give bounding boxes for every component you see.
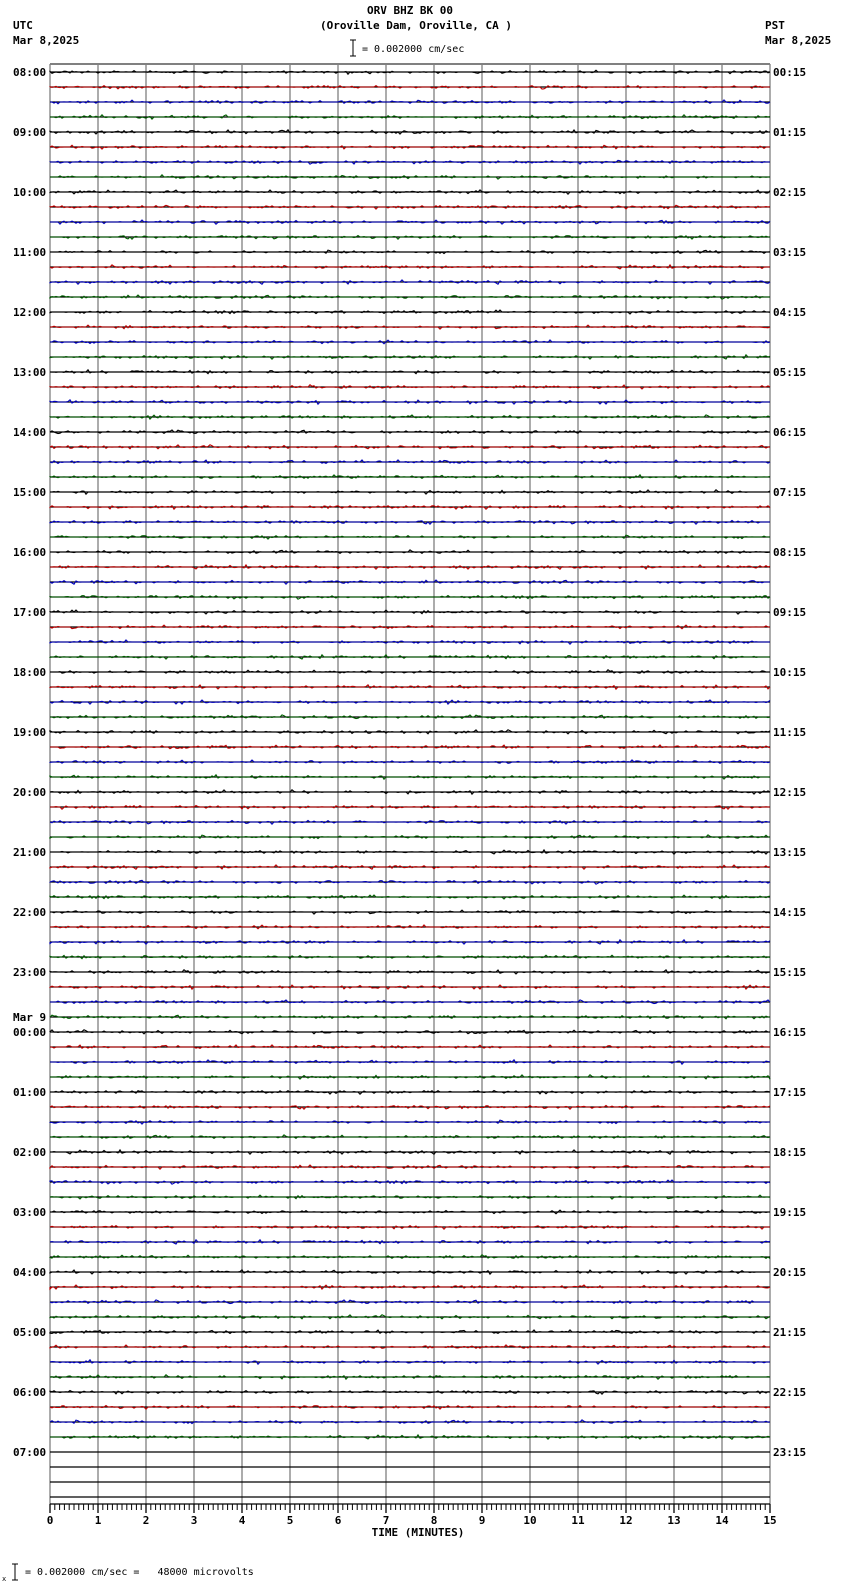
left-date: Mar 8,2025 (13, 34, 80, 47)
scale-bar-icon (350, 40, 356, 56)
plot-grid (50, 64, 770, 1504)
pst-hour-label: 01:15 (773, 126, 807, 139)
pst-hour-label: 22:15 (773, 1386, 807, 1399)
x-axis-title: TIME (MINUTES) (371, 1526, 465, 1539)
utc-hour-label: 23:00 (13, 966, 47, 979)
right-date: Mar 8,2025 (765, 34, 832, 47)
pst-hour-label: 19:15 (773, 1206, 807, 1219)
x-tick-label: 0 (46, 1514, 54, 1527)
x-tick-label: 10 (523, 1514, 537, 1527)
x-tick-label: 15 (763, 1514, 777, 1527)
footer-marker: x (2, 1575, 7, 1583)
utc-hour-label: 00:00 (13, 1026, 47, 1039)
pst-hour-label: 23:15 (773, 1446, 807, 1459)
utc-hour-label: 04:00 (13, 1266, 47, 1279)
scale-label: = 0.002000 cm/sec (362, 44, 465, 55)
x-tick-label: 12 (619, 1514, 633, 1527)
utc-hour-label: 07:00 (13, 1446, 47, 1459)
utc-hour-label: 14:00 (13, 426, 47, 439)
x-tick-label: 3 (190, 1514, 198, 1527)
x-tick-label: 5 (286, 1514, 294, 1527)
pst-hour-label: 12:15 (773, 786, 807, 799)
utc-hour-label: 01:00 (13, 1086, 47, 1099)
x-tick-label: 11 (571, 1514, 585, 1527)
utc-hour-label: 20:00 (13, 786, 47, 799)
seismic-traces (50, 70, 770, 1497)
pst-hour-label: 08:15 (773, 546, 807, 559)
footer-scale-bar-icon (12, 1564, 18, 1580)
station-location: (Oroville Dam, Oroville, CA ) (319, 19, 513, 32)
utc-hour-label: 06:00 (13, 1386, 47, 1399)
x-tick-label: 4 (238, 1514, 246, 1527)
time-axis (50, 1504, 770, 1513)
utc-hour-label: 02:00 (13, 1146, 47, 1159)
utc-hour-label: 15:00 (13, 486, 47, 499)
utc-hour-label: 19:00 (13, 726, 47, 739)
utc-hour-label: 10:00 (13, 186, 47, 199)
pst-hour-label: 20:15 (773, 1266, 807, 1279)
utc-hour-label: 17:00 (13, 606, 47, 619)
x-tick-label: 14 (715, 1514, 729, 1527)
pst-hour-label: 18:15 (773, 1146, 807, 1159)
x-tick-label: 1 (94, 1514, 102, 1527)
utc-hour-label: 11:00 (13, 246, 47, 259)
utc-hour-label: 05:00 (13, 1326, 47, 1339)
x-tick-label: 6 (334, 1514, 342, 1527)
pst-hour-label: 04:15 (773, 306, 807, 319)
utc-hour-label: 16:00 (13, 546, 47, 559)
x-tick-label: 13 (667, 1514, 681, 1527)
pst-hour-label: 02:15 (773, 186, 807, 199)
utc-hour-label: 22:00 (13, 906, 47, 919)
utc-hour-label: 03:00 (13, 1206, 47, 1219)
pst-hour-label: 10:15 (773, 666, 807, 679)
utc-hour-label: 08:00 (13, 66, 47, 79)
x-tick-label: 8 (430, 1514, 438, 1527)
pst-hour-label: 16:15 (773, 1026, 807, 1039)
pst-hour-label: 13:15 (773, 846, 807, 859)
x-tick-label: 9 (478, 1514, 486, 1527)
x-tick-label: 7 (382, 1514, 390, 1527)
pst-hour-label: 00:15 (773, 66, 807, 79)
date-change-label: Mar 9 (13, 1011, 47, 1024)
utc-hour-label: 21:00 (13, 846, 47, 859)
x-tick-label: 2 (142, 1514, 150, 1527)
footer-scale-note: = 0.002000 cm/sec = 48000 microvolts (25, 1567, 254, 1578)
pst-hour-label: 14:15 (773, 906, 807, 919)
utc-hour-label: 18:00 (13, 666, 47, 679)
pst-hour-label: 15:15 (773, 966, 807, 979)
pst-hour-label: 17:15 (773, 1086, 807, 1099)
utc-hour-label: 09:00 (13, 126, 47, 139)
pst-hour-label: 09:15 (773, 606, 807, 619)
utc-hour-label: 12:00 (13, 306, 47, 319)
utc-hour-label: 13:00 (13, 366, 47, 379)
pst-hour-label: 07:15 (773, 486, 807, 499)
left-timezone: UTC (13, 19, 33, 32)
pst-hour-label: 21:15 (773, 1326, 807, 1339)
right-timezone: PST (765, 19, 785, 32)
station-title: ORV BHZ BK 00 (366, 4, 454, 17)
pst-hour-label: 05:15 (773, 366, 807, 379)
pst-hour-label: 11:15 (773, 726, 807, 739)
pst-hour-label: 06:15 (773, 426, 807, 439)
pst-hour-label: 03:15 (773, 246, 807, 259)
